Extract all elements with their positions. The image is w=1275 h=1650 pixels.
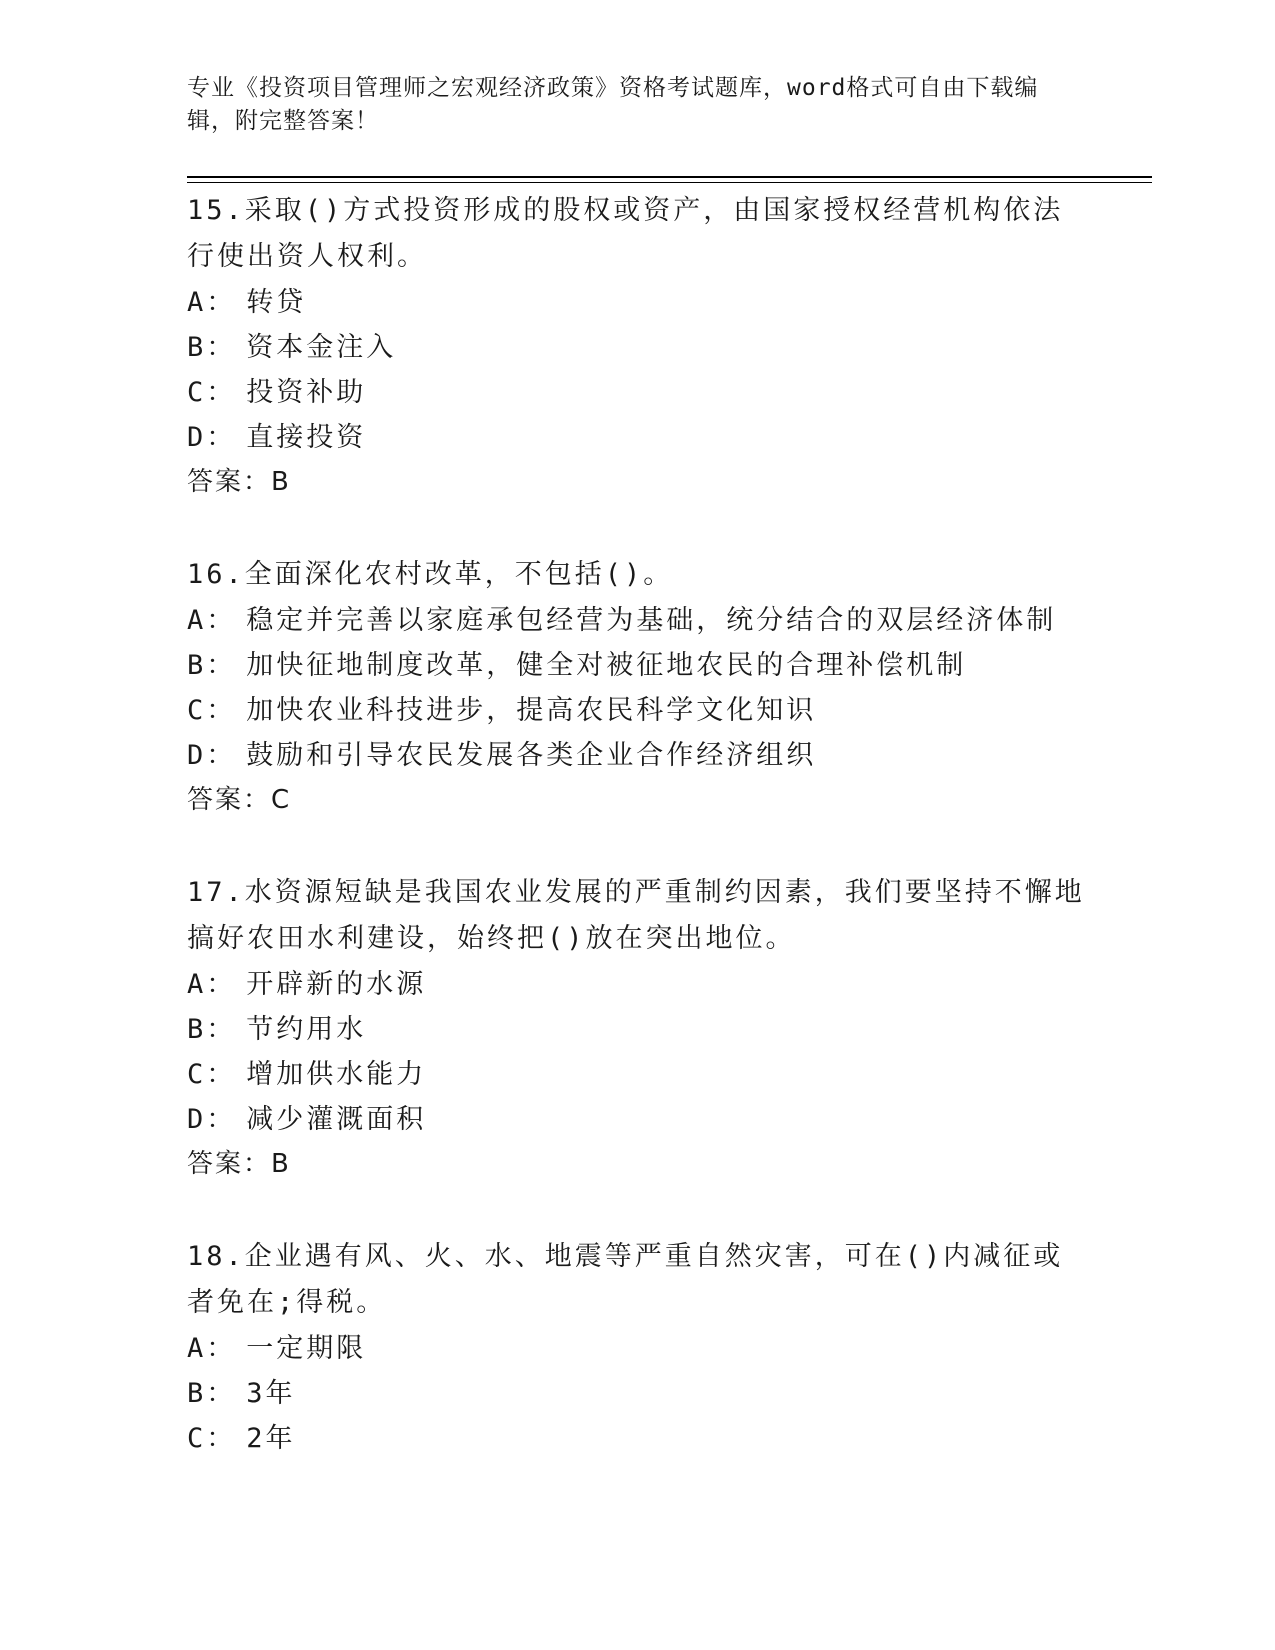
option-c — [187, 1416, 1087, 1461]
option-letter: C： — [187, 1059, 237, 1090]
option-b — [187, 1371, 1087, 1416]
option-text: 资本金注入 — [246, 332, 397, 363]
option-letter: D： — [187, 422, 237, 453]
option-text: 一定期限 — [246, 1333, 367, 1364]
option-a — [187, 1326, 1087, 1371]
option-d — [187, 415, 1087, 460]
option-c — [187, 370, 1087, 415]
option-text: 节约用水 — [246, 1014, 367, 1045]
option-letter: D： — [187, 1104, 237, 1135]
option-a — [187, 598, 1087, 643]
option-d — [187, 733, 1087, 778]
option-d — [187, 1097, 1087, 1142]
option-letter: B： — [187, 332, 237, 363]
option-text: 加快农业科技进步，提高农民科学文化知识 — [246, 695, 817, 726]
question-16 — [187, 552, 1087, 823]
option-b — [187, 325, 1087, 370]
question-stem: 16.全面深化农村改革，不包括()。 — [187, 559, 674, 590]
option-text: 2年 — [246, 1423, 296, 1454]
question-stem: 17.水资源短缺是我国农业发展的严重制约因素，我们要坚持不懈地搞好农田水利建设，始终把()放在突出地位。 — [187, 877, 1085, 954]
option-letter: D： — [187, 740, 237, 771]
question-17 — [187, 870, 1087, 1187]
document-header: 专业《投资项目管理师之宏观经济政策》资格考试题库，word格式可自由下载编辑，附完整答案！ — [187, 75, 1039, 134]
option-letter: A： — [187, 1333, 237, 1364]
question-stem: 15.采取()方式投资形成的股权或资产，由国家授权经营机构依法行使出资人权利。 — [187, 195, 1064, 272]
answer-line: 答案：C — [187, 785, 292, 815]
option-text: 加快征地制度改革，健全对被征地农民的合理补偿机制 — [246, 650, 967, 681]
option-letter: A： — [187, 969, 237, 1000]
option-text: 稳定并完善以家庭承包经营为基础，统分结合的双层经济体制 — [246, 605, 1057, 636]
option-letter: B： — [187, 1378, 237, 1409]
option-text: 直接投资 — [246, 422, 367, 453]
answer-line: 答案：B — [187, 1149, 291, 1179]
option-c — [187, 688, 1087, 733]
option-text: 投资补助 — [246, 377, 367, 408]
option-a — [187, 962, 1087, 1007]
option-text: 开辟新的水源 — [246, 969, 427, 1000]
answer-line: 答案：B — [187, 467, 291, 497]
option-letter: B： — [187, 650, 237, 681]
option-text: 减少灌溉面积 — [246, 1104, 427, 1135]
option-text: 3年 — [246, 1378, 296, 1409]
option-letter: C： — [187, 695, 237, 726]
question-18 — [187, 1234, 1087, 1461]
option-letter: C： — [187, 1423, 237, 1454]
option-letter: B： — [187, 1014, 237, 1045]
option-text: 鼓励和引导农民发展各类企业合作经济组织 — [246, 740, 817, 771]
question-15 — [187, 188, 1087, 505]
option-text: 增加供水能力 — [246, 1059, 427, 1090]
option-b — [187, 1007, 1087, 1052]
header-divider-thick — [187, 176, 1152, 178]
option-a — [187, 280, 1087, 325]
option-letter: C： — [187, 377, 237, 408]
question-stem: 18.企业遇有风、火、水、地震等严重自然灾害，可在()内减征或者免在;得税。 — [187, 1241, 1064, 1318]
header-divider-thin — [187, 182, 1152, 183]
option-letter: A： — [187, 287, 237, 318]
option-text: 转贷 — [246, 287, 307, 318]
option-b — [187, 643, 1087, 688]
option-c — [187, 1052, 1087, 1097]
option-letter: A： — [187, 605, 237, 636]
